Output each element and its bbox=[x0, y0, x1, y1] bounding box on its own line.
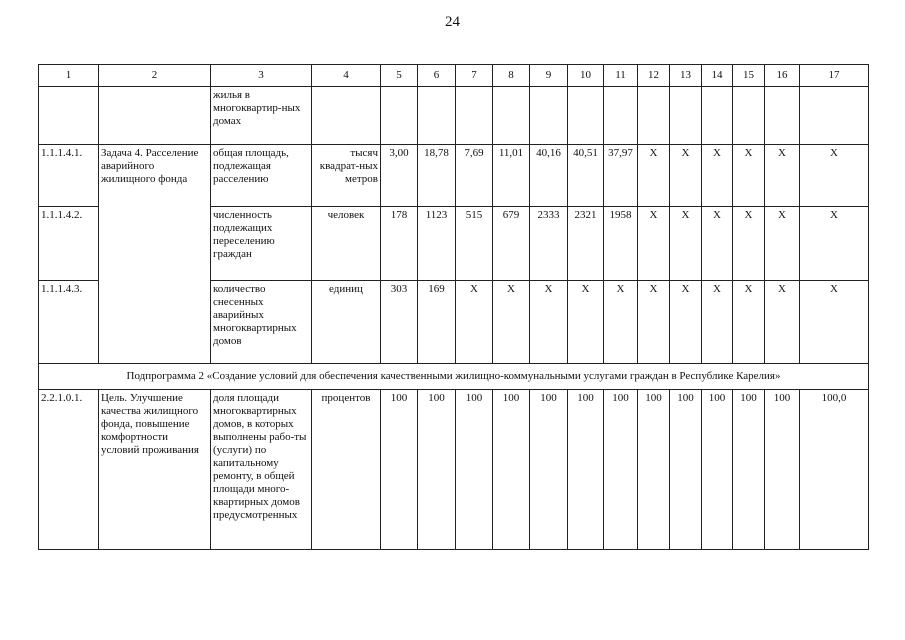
value-cell: 100 bbox=[670, 390, 702, 550]
value-cell: 515 bbox=[456, 207, 493, 281]
value-cell: X bbox=[568, 281, 604, 364]
value-cell: 100 bbox=[381, 390, 418, 550]
header-cell: 15 bbox=[733, 65, 765, 87]
header-cell: 14 bbox=[702, 65, 733, 87]
header-cell: 1 bbox=[39, 65, 99, 87]
value-cell: X bbox=[604, 281, 638, 364]
value-cell: X bbox=[765, 145, 800, 207]
header-cell: 16 bbox=[765, 65, 800, 87]
value-cell: 100,0 bbox=[800, 390, 869, 550]
indicator-cell: жилья в многоквартир-ных домах bbox=[211, 87, 312, 145]
header-cell: 9 bbox=[530, 65, 568, 87]
value-cell: X bbox=[702, 145, 733, 207]
unit-cell: тысяч квадрат-ных метров bbox=[312, 145, 381, 207]
value-cell: X bbox=[456, 281, 493, 364]
value-cell: X bbox=[800, 207, 869, 281]
header-cell: 10 bbox=[568, 65, 604, 87]
value-cell: X bbox=[702, 281, 733, 364]
value-cell: X bbox=[670, 145, 702, 207]
indicator-cell: количество снесенных аварийных многоквартирных домов bbox=[211, 281, 312, 364]
value-cell: 303 bbox=[381, 281, 418, 364]
value-cell: 169 bbox=[418, 281, 456, 364]
table-row-continuation bbox=[39, 87, 869, 145]
subprogram-title: Подпрограмма 2 «Создание условий для обеспечения качественными жилищно-коммунальными услугами граждан в Республике Карелия» bbox=[39, 364, 869, 390]
value-cell: X bbox=[638, 281, 670, 364]
unit-cell: человек bbox=[312, 207, 381, 281]
value-cell: 7,69 bbox=[456, 145, 493, 207]
value-cell: 100 bbox=[638, 390, 670, 550]
unit-cell: процентов bbox=[312, 390, 381, 550]
value-cell: X bbox=[733, 281, 765, 364]
value-cell: 100 bbox=[456, 390, 493, 550]
value-cell: 3,00 bbox=[381, 145, 418, 207]
value-cell: 100 bbox=[530, 390, 568, 550]
header-cell: 11 bbox=[604, 65, 638, 87]
subprogram-row bbox=[39, 364, 869, 390]
task-label-cell: Задача 4. Расселение аварийного жилищного фонда bbox=[99, 145, 211, 364]
value-cell: X bbox=[670, 207, 702, 281]
value-cell: X bbox=[765, 207, 800, 281]
table-row bbox=[39, 390, 869, 550]
page-number: 24 bbox=[445, 14, 460, 30]
header-cell: 4 bbox=[312, 65, 381, 87]
value-cell: 37,97 bbox=[604, 145, 638, 207]
header-cell: 6 bbox=[418, 65, 456, 87]
value-cell: 18,78 bbox=[418, 145, 456, 207]
header-cell: 3 bbox=[211, 65, 312, 87]
value-cell: X bbox=[638, 207, 670, 281]
value-cell: 11,01 bbox=[493, 145, 530, 207]
code-cell: 1.1.1.4.2. bbox=[39, 207, 99, 281]
value-cell: X bbox=[733, 207, 765, 281]
header-cell: 12 bbox=[638, 65, 670, 87]
value-cell: X bbox=[800, 281, 869, 364]
value-cell: 2321 bbox=[568, 207, 604, 281]
value-cell: 1958 bbox=[604, 207, 638, 281]
unit-cell: единиц bbox=[312, 281, 381, 364]
value-cell: 100 bbox=[733, 390, 765, 550]
indicator-cell: общая площадь, подлежащая расселению bbox=[211, 145, 312, 207]
table-row bbox=[39, 145, 869, 207]
value-cell: X bbox=[733, 145, 765, 207]
value-cell: X bbox=[638, 145, 670, 207]
value-cell: 40,16 bbox=[530, 145, 568, 207]
value-cell: X bbox=[493, 281, 530, 364]
header-row bbox=[39, 65, 869, 87]
value-cell: 679 bbox=[493, 207, 530, 281]
value-cell: 100 bbox=[493, 390, 530, 550]
header-cell: 17 bbox=[800, 65, 869, 87]
value-cell: X bbox=[670, 281, 702, 364]
header-cell: 5 bbox=[381, 65, 418, 87]
value-cell: 100 bbox=[765, 390, 800, 550]
value-cell: 40,51 bbox=[568, 145, 604, 207]
value-cell: 100 bbox=[604, 390, 638, 550]
value-cell: X bbox=[702, 207, 733, 281]
header-cell: 7 bbox=[456, 65, 493, 87]
value-cell: X bbox=[530, 281, 568, 364]
value-cell: 178 bbox=[381, 207, 418, 281]
code-cell: 2.2.1.0.1. bbox=[39, 390, 99, 550]
indicator-cell: доля площади многоквартирных домов, в которых выполнены рабо-ты (услуги) по капитальному ремонту, в общей площади много-квартирных домов предусмотренных bbox=[211, 390, 312, 550]
value-cell: 100 bbox=[418, 390, 456, 550]
value-cell: X bbox=[765, 281, 800, 364]
value-cell: 1123 bbox=[418, 207, 456, 281]
value-cell: X bbox=[800, 145, 869, 207]
indicators-table bbox=[38, 64, 869, 550]
value-cell: 100 bbox=[702, 390, 733, 550]
header-cell: 8 bbox=[493, 65, 530, 87]
indicator-cell: численность подлежащих переселению граждан bbox=[211, 207, 312, 281]
goal-cell: Цель. Улучшение качества жилищного фонда, повышение комфортности условий проживания bbox=[99, 390, 211, 550]
value-cell: 2333 bbox=[530, 207, 568, 281]
header-cell: 2 bbox=[99, 65, 211, 87]
value-cell: 100 bbox=[568, 390, 604, 550]
code-cell: 1.1.1.4.3. bbox=[39, 281, 99, 364]
code-cell: 1.1.1.4.1. bbox=[39, 145, 99, 207]
header-cell: 13 bbox=[670, 65, 702, 87]
